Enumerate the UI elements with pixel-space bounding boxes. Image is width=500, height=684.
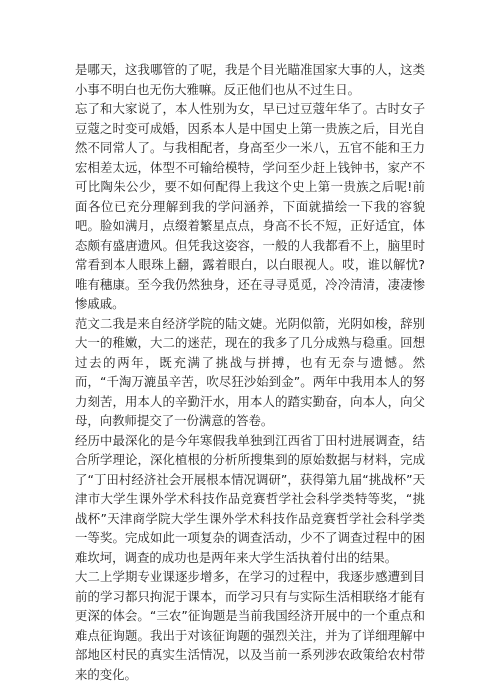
paragraph-1: 是哪天，这我哪管的了呢，我是个目光瞄准国家大事的人，这类小事不明白也无伤大雅嘛。反正他们也从不过生日。 bbox=[75, 62, 425, 97]
paragraph-5: 大二上学期专业课逐步增多，在学习的过程中，我逐步感遭到目前的学习都只拘泥于课本，而学习只有与实际生活相联络才能有更深的体会。“三农”征询题是当前我国经济开展中的一个重点和难点征询题。我出于对该征询题的强烈关注，并为了详细理解中部地区村民的真实生活情况，以及当前一系列涉农政策给农村带来的变化。 bbox=[75, 569, 425, 682]
paragraph-4: 经历中最深化的是今年寒假我单独到江西省丁田村进展调查，结合所学理论，深化植根的分析所搜集到的原始数据与材料，完成了“丁田村经济社会开展根本情况调研”，获得第九届“挑战杯”天津市大学生课外学术科技作品竞赛哲学社会科学类特等奖，“挑战杯”天津商学院大学生课外学术科技作品竞赛哲学社会科学类一等奖。完成如此一项复杂的调查活动，少不了调查过程中的困难坎坷，调查的成功也是两年来大学生活执着付出的结果。 bbox=[75, 432, 425, 565]
document-body bbox=[75, 60, 425, 684]
paragraph-2: 忘了和大家说了，本人性别为女，早已过豆蔻年华了。古时女子豆蔻之时变可成婚，因系本人是中国史上第一贵族之后，目光自然不同常人了。与我相配者，身高至少一米八，五官不能和王力宏相差太远，体型不可输给模特，学问至少赶上钱钟书，家产不可比陶朱公少，要不如何配得上我这个史上第一贵族之后呢!前面各位已充分理解到我的学问涵养，下面就描绘一下我的容貌吧。脸如满月，点缀着繁星点点，身高不长不短，正好适宜，体态颇有盛唐遗风。但凭我这姿容，一般的人我都看不上，脑里时常看到本人眼珠上翻，露着眼白，以白眼视人。哎，谁以解忧?唯有穗康。至今我仍然独身，还在寻寻觅觅，冷冷清清，凄凄惨惨戚戚。 bbox=[75, 101, 425, 311]
paragraph-3: 范文二我是来自经济学院的陆文婕。光阴似箭，光阴如梭，辞别大一的稚嫩，大二的迷茫，现在的我多了几分成熟与稳重。回想过去的两年，既充满了挑战与拼搏，也有无奈与遗憾。然而，“千淘万漉虽辛苦，吹尽狂沙始到金”。两年中我用本人的努力刻苦，用本人的辛勤汗水，用本人的踏实勤奋，向本人，向父母，向教师提交了一份满意的答卷。 bbox=[75, 315, 425, 428]
